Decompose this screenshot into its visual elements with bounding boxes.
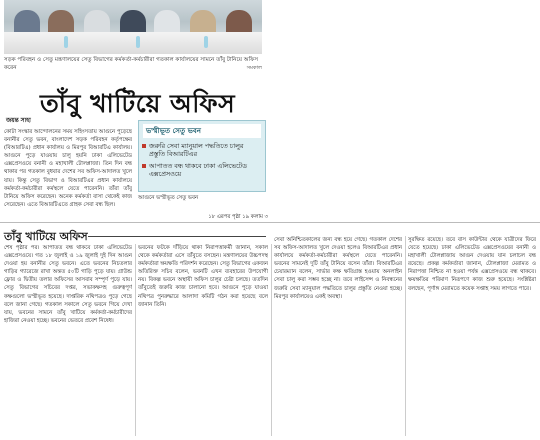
column-rule [271, 244, 272, 436]
article-column-1: শেষ পৃষ্ঠার পর। আপাতত বন্ধ থাকবে ঢাকা এলিভেটেড এক্সপ্রেসওয়ে। গত ১৮ জুলাই ও ১৯ জুলাই দুই দিন আগুন দেওয়া হয় বনানীর সেতু ভবনে। এতে ভবনের নিচতলার গাড়ির গ্যারেজে রাখা অন্তত ৫০টি গাড়ি পুড়ে যায়। গ্রাউন্ড ফ্লোর ও দ্বিতীয় তলার অফিসের আসবাব সম্পূর্ণ পুড়ে যায়। সেতু বিভাগের সচিবের দপ্তর, সভাকক্ষসহ গুরুত্বপূর্ণ কক্ষগুলো ভস্মীভূত হয়েছে। দাপ্তরিক নথিপত্রও পুড়ে গেছে বলে জানা গেছে। গতকাল সকালে সেতু ভবনে গিয়ে দেখা যায়, ভবনের সামনে তাঁবু খাটিয়ে কর্মকর্তা-কর্মচারীদের হাজিরা নেওয়া হচ্ছে। ভবনের ভেতরে প্রবেশ নিষেধ। [4, 245, 132, 324]
photo-credit: সমকাল [246, 65, 262, 71]
info-box-item [149, 142, 259, 158]
article-column-2: ভবনের ফটকে দাঁড়িয়ে থাকা নিরাপত্তাকর্মী জানান, সকাল থেকে কর্মকর্তারা এসে তাঁবুতে বসছেন। মন্ত্রণালয়ের উচ্চপদস্থ কর্মকর্তারা ক্ষয়ক্ষতি পরিদর্শন করেছেন। সেতু বিভাগের একজন অতিরিক্ত সচিব বলেন, ভবনটি এখন ব্যবহারের উপযোগী নয়। বিকল্প ভবনে অস্থায়ী অফিস চালুর চেষ্টা চলছে। ততদিন তাঁবুতেই জরুরি কাজ চালানো হবে। আগুনে পুড়ে যাওয়া নথিপত্র পুনরুদ্ধারে আলাদা কমিটি গঠন করা হয়েছে বলে জানান তিনি। [138, 245, 268, 308]
article-column-3: সেবা অনিশ্চিতকালের জন্য বন্ধ হয়ে গেছে। গতকাল দেশের সব অফিস-আদালত খুলে দেওয়া হলেও বিআরটিএর প্রধান কার্যালয়ে কর্মকর্তা-কর্মচারীরা কর্মস্থলে যেতে পারেননি। ভবনের সামনেই দুটি তাঁবু টানিয়ে বসেন তাঁরা। বিআরটিএর চেয়ারম্যান বলেন, সার্ভার কক্ষ ক্ষতিগ্রস্ত হওয়ায় অনলাইন সেবা চালু করা সম্ভব হচ্ছে না। তবে লাইসেন্স ও নিবন্ধনের জরুরি সেবা ম্যানুয়াল পদ্ধতিতে চালুর প্রস্তুতি নেওয়া হচ্ছে। মিরপুর কার্যালয়েও একই অবস্থা। [274, 237, 402, 300]
section-title: তাঁবু খাটিয়ে অফিস [4, 228, 92, 247]
water-bottle [64, 36, 68, 48]
column-rule [405, 236, 406, 436]
lead-article-column: কোটা সংস্কার আন্দোলনের সময় সহিংসতায় আগুনে পুড়েছে বনানীর সেতু ভবন, বাংলাদেশ সড়ক পরিবহন কর্তৃপক্ষের (বিআরটিএ) প্রধান কার্যালয় ও মিরপুর বিআরটিএ কার্যালয়। আগুনে পুড়ে যাওয়ায় চালু হয়নি ঢাকা এলিভেটেড এক্সপ্রেসওয়ে বনানী ও মহাখালী টোলপ্লাজা। তিন দিন বন্ধ থাকার পর গতকাল বুধবার দেশের সব অফিস-আদালত খুলে যায়। কিন্তু সেতু বিভাগ ও বিআরটিএর প্রধান কার্যালয়ে কর্মকর্তা-কর্মচারীরা কর্মস্থলে যেতে পারেননি। তাঁরা তাঁবু টানিয়ে অফিস করেছেন। অনেক কর্মকর্তা বাসা থেকেই কাজ সেরেছেন। এতে বিআরটিএতে গ্রাহক সেবা বন্ধ ছিল। [4, 129, 132, 208]
article-column-4: সুরক্ষিত রয়েছে। তবে বাস কাউন্টার থেকে যাত্রীদের ফিরে যেতে হয়েছে। ঢাকা এলিভেটেড এক্সপ্রেসওয়ের বনানী ও মহাখালী টোলপ্লাজায় আগুন দেওয়ায় যান চলাচল বন্ধ রয়েছে। প্রকল্প কর্মকর্তারা জানান, টোলপ্লাজা মেরামত ও নিরাপত্তা নিশ্চিত না হওয়া পর্যন্ত এক্সপ্রেসওয়ে বন্ধ থাকবে। ক্ষয়ক্ষতির পরিমাণ নিরূপণে কাজ শুরু হয়েছে। সংশ্লিষ্টরা বলছেন, পূর্ণাঙ্গ মেরামতে কয়েক সপ্তাহ সময় লাগতে পারে। [408, 237, 536, 292]
continued-note: ১৮ এরপর পৃষ্ঠা ১৯ কলাম ৩ [208, 214, 268, 220]
conference-table [4, 32, 262, 54]
second-photo-caption: আগুনে ভস্মীভূত সেতু ভবন [138, 195, 199, 201]
info-box-item [149, 162, 259, 178]
office-meeting-photo [4, 0, 262, 54]
column-rule [135, 244, 136, 436]
water-bottle [136, 36, 140, 48]
photo-caption [4, 56, 262, 72]
headline: তাঁবু খাটিয়ে অফিস [40, 89, 236, 118]
info-box [138, 120, 266, 192]
info-box-item-text: আপাতত বন্ধ থাকবে ঢাকা এলিভেটেড এক্সপ্রেসওয়ে [149, 162, 247, 178]
section-rule [88, 236, 266, 237]
bullet-icon [142, 144, 146, 148]
photo-caption-text: সড়ক পরিবহন ও সেতু মন্ত্রণালয়ের সেতু বিভাগের কর্মকর্তা-কর্মচারীরা গতকাল কার্যালয়ের সামনে তাঁবু টানিয়ে অফিস করেন [4, 57, 259, 71]
bullet-icon [142, 164, 146, 168]
byline: জয়ন্ত সাহা [6, 118, 31, 124]
water-bottle [204, 36, 208, 48]
info-box-title: ভস্মীভূত সেতু ভবন [143, 124, 261, 138]
section-divider [0, 222, 540, 223]
info-box-item-text: জরুরি সেবা ম্যানুয়াল পদ্ধতিতে চালুর প্রস্তুতি বিআরটিএর [149, 142, 244, 158]
